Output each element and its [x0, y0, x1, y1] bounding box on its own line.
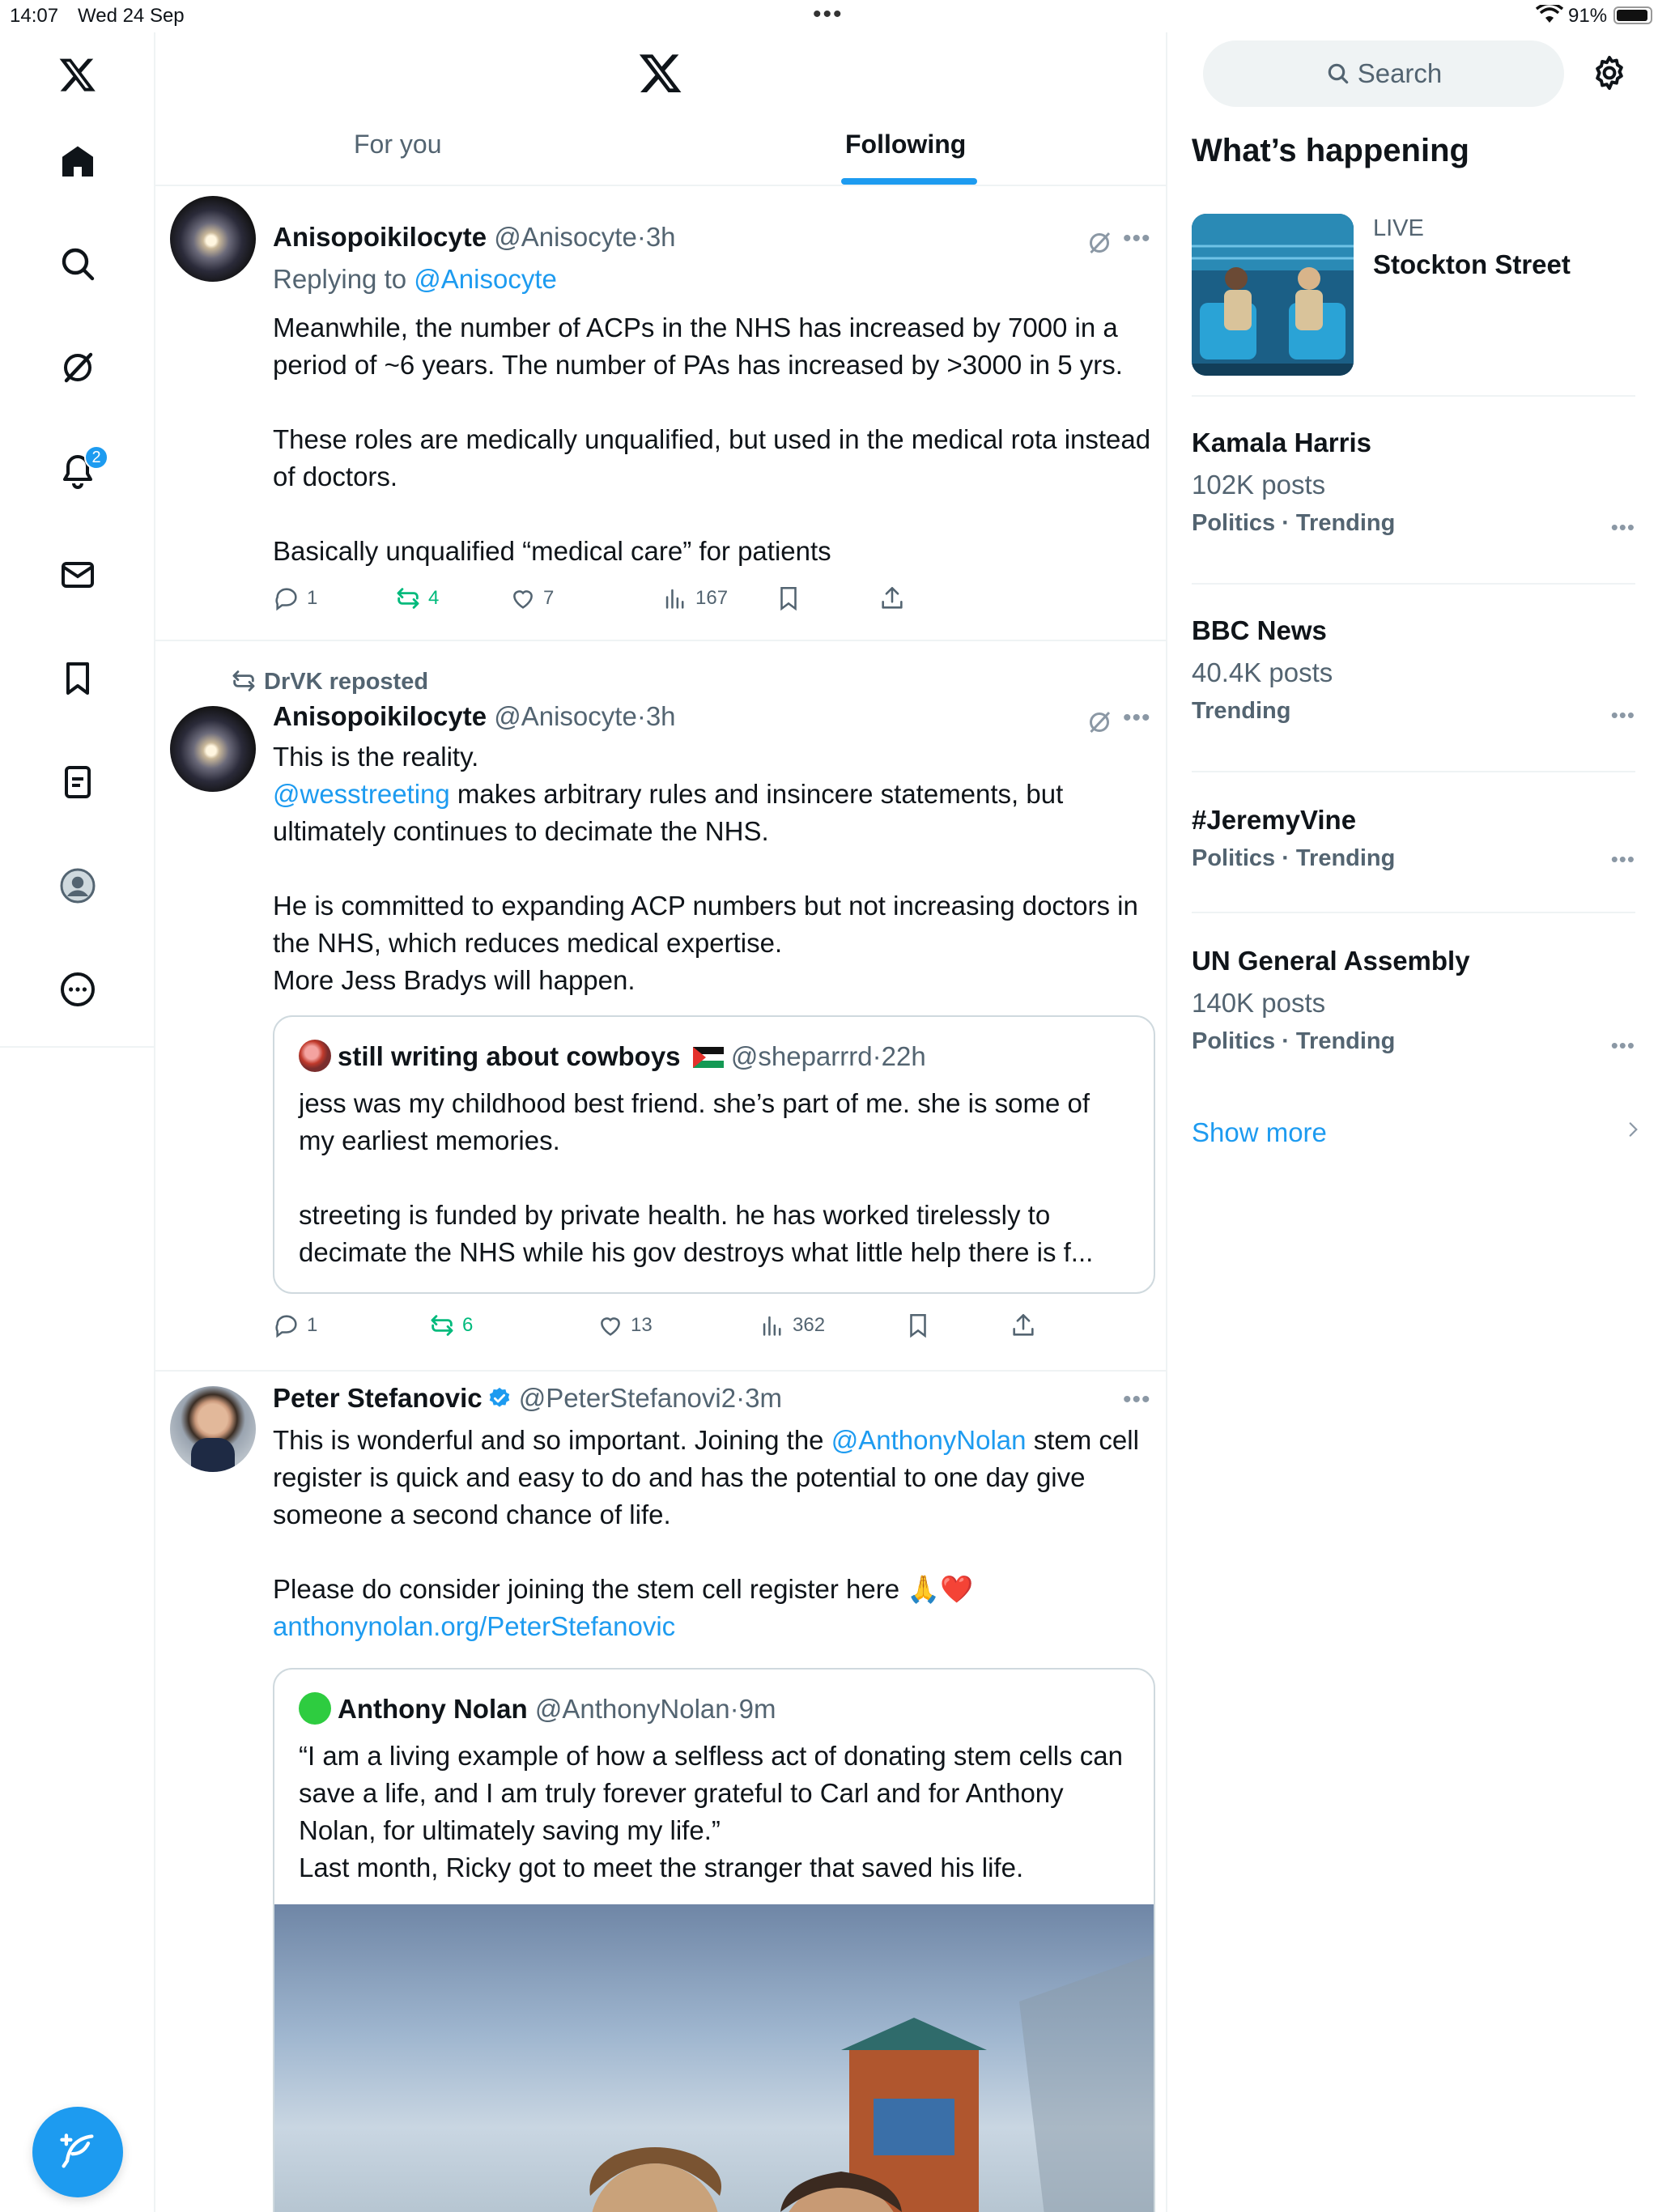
quote-avatar[interactable] — [299, 1692, 331, 1725]
mention-link[interactable]: @AnthonyNolan — [831, 1425, 1027, 1455]
share-icon — [1010, 1312, 1037, 1339]
photo-two-men — [274, 1904, 1155, 2212]
wifi-icon — [1536, 5, 1563, 24]
bookmarks-icon[interactable] — [52, 653, 104, 704]
more-options-icon[interactable] — [52, 963, 104, 1015]
notification-badge: 2 — [84, 445, 108, 470]
trend-posts: 140K posts — [1192, 988, 1326, 1018]
heart-icon — [597, 1312, 624, 1339]
notifications-bell-icon[interactable] — [52, 445, 104, 497]
author-handle[interactable]: @PeterStefanovi2 — [518, 1383, 737, 1413]
tweet-time[interactable]: 3m — [745, 1383, 782, 1413]
trend-name: Kamala Harris — [1192, 428, 1371, 457]
trend-item[interactable] — [1192, 946, 1635, 1055]
author-name[interactable]: Peter Stefanovic — [273, 1383, 483, 1413]
reply-count: 1 — [307, 1314, 318, 1336]
left-navigation — [0, 32, 155, 2212]
tweet-actions — [273, 1312, 1155, 1344]
tweet-paragraph: He is committed to expanding ACP numbers but not increasing doctors in the NHS, which reduces medical expertise. — [273, 891, 1138, 958]
trend-category: Trending — [1192, 698, 1291, 724]
more-options-icon[interactable]: ••• — [1610, 847, 1635, 871]
author-handle[interactable]: @Anisocyte — [494, 701, 637, 731]
more-options-icon[interactable]: ••• — [1610, 1033, 1635, 1057]
author-name[interactable]: Anisopoikilocyte — [273, 222, 487, 252]
more-options-icon[interactable]: ••• — [1123, 225, 1151, 252]
tweet-paragraph: Meanwhile, the number of ACPs in the NHS has increased by 7000 in a period of ~6 years. The number of PAs has increased by >3000 in 5 yrs. — [273, 313, 1123, 380]
views-chart-icon — [661, 585, 689, 612]
multitasking-dots-icon[interactable]: ••• — [813, 1, 844, 28]
reply-icon — [273, 1312, 300, 1339]
mention-link[interactable]: @wesstreeting — [273, 779, 450, 809]
battery-icon — [1613, 6, 1652, 24]
divider — [1192, 771, 1635, 772]
status-time: 14:07 — [10, 5, 59, 27]
tweet-text — [273, 738, 1155, 999]
reply-icon — [273, 585, 300, 612]
author-name[interactable]: Anisopoikilocyte — [273, 701, 487, 731]
lists-icon[interactable] — [52, 756, 104, 808]
views-button[interactable] — [759, 1312, 825, 1339]
search-placeholder: Search — [1357, 58, 1443, 88]
trend-category: Politics · Trending — [1192, 510, 1396, 536]
tweet[interactable]: Anisopoikilocyte @Anisocyte·3h ••• Replying to @Anisocyte Meanwhile, the number of ACPs in the NHS has increased by 7000 in a period of ~6 years. The number of PAs has increased by >3000 in 5 yrs. These roles are medically unqualified, but used in the medical rota instead of doctors. Basically unqualified “medical care” for patients 1 4 7 167 — [155, 188, 1167, 641]
tweet-paragraph: Please do consider joining the stem cell register here 🙏❤️ — [273, 1574, 974, 1604]
quote-avatar[interactable] — [299, 1040, 331, 1072]
quoted-tweet[interactable]: still writing about cowboys @sheparrrd·22h jess was my childhood best friend. she’s part of me. she is some of my earliest memories. streeting is funded by private health. he has worked tirelessly to decimate the NHS while his gov destroys what little help there is f... — [273, 1015, 1155, 1294]
timeline-header — [155, 32, 1167, 186]
more-options-icon[interactable]: ••• — [1123, 704, 1151, 731]
reposted-by-label[interactable] — [230, 667, 428, 696]
quote-author-handle[interactable]: @sheparrrd — [730, 1041, 873, 1071]
bookmark-button[interactable] — [775, 585, 809, 612]
replying-to-link[interactable]: @Anisocyte — [414, 264, 557, 294]
like-button[interactable] — [509, 585, 554, 612]
whats-happening-title: What’s happening — [1192, 133, 1469, 168]
heart-icon — [509, 585, 537, 612]
right-sidebar — [1169, 32, 1658, 2212]
grok-icon[interactable] — [1085, 708, 1114, 737]
verified-badge-icon — [487, 1386, 512, 1410]
more-options-icon[interactable]: ••• — [1610, 703, 1635, 727]
live-event-title[interactable]: Stockton Street — [1373, 249, 1571, 279]
messages-mail-icon[interactable] — [52, 549, 104, 601]
tweet-text — [273, 309, 1155, 570]
quote-time[interactable]: 9m — [738, 1694, 776, 1724]
share-button[interactable] — [1010, 1312, 1044, 1339]
trend-posts: 40.4K posts — [1192, 657, 1333, 687]
live-event-image[interactable] — [1192, 214, 1354, 376]
trend-item[interactable] — [1192, 428, 1635, 537]
views-button[interactable] — [661, 585, 728, 612]
show-more-link[interactable]: Show more — [1192, 1117, 1327, 1147]
nav-divider — [0, 1046, 155, 1048]
share-icon — [878, 585, 906, 612]
avatar[interactable] — [170, 706, 256, 792]
author-handle[interactable]: @Anisocyte — [494, 222, 637, 252]
tweet-paragraph: This is wonderful and so important. Joining the — [273, 1425, 831, 1455]
like-count: 7 — [543, 587, 555, 609]
quoted-tweet[interactable]: Anthony Nolan @AnthonyNolan·9m “I am a living example of how a selfless act of donating stem cells can save a life, and I am truly forever grateful to Carl and for Anthony Nolan, for ultimately saving my life.” Last month, Ricky got to meet the stranger that saved his life. — [273, 1668, 1155, 2212]
tweet-time[interactable]: 3h — [645, 701, 676, 731]
trend-item[interactable] — [1192, 805, 1635, 872]
trend-posts: 102K posts — [1192, 470, 1326, 500]
tweet-text — [273, 1422, 1155, 1645]
status-bar — [0, 0, 1658, 32]
view-count: 362 — [793, 1314, 826, 1336]
repost-count: 6 — [462, 1314, 474, 1336]
repost-icon — [230, 667, 257, 695]
tweet-paragraph: Basically unqualified “medical care” for patients — [273, 536, 831, 566]
tweet-time[interactable]: 3h — [645, 222, 676, 252]
battery-percent: 91% — [1568, 5, 1608, 27]
tweet-paragraph: These roles are medically unqualified, but used in the medical rota instead of doctors. — [273, 424, 1151, 491]
trend-name: BBC News — [1192, 615, 1327, 645]
quote-paragraph: Last month, Ricky got to meet the stranger that saved his life. — [299, 1853, 1024, 1882]
grok-icon[interactable] — [1085, 228, 1114, 257]
divider — [1192, 395, 1635, 397]
view-count: 167 — [695, 587, 729, 609]
live-event-thumbnail — [1192, 214, 1354, 376]
quote-paragraph: streeting is funded by private health. he has worked tirelessly to decimate the NHS while his gov destroys what little help there is f... — [299, 1200, 1094, 1267]
chevron-right-icon[interactable] — [1622, 1119, 1643, 1140]
quote-text — [299, 1738, 1133, 1887]
home-icon[interactable] — [52, 136, 104, 188]
quote-author-name[interactable]: Anthony Nolan — [338, 1694, 528, 1724]
replying-label: Replying to — [273, 264, 407, 294]
profile-avatar-icon[interactable] — [52, 860, 104, 912]
quote-time[interactable]: 22h — [881, 1041, 926, 1071]
views-chart-icon — [759, 1312, 786, 1339]
avatar[interactable] — [170, 1386, 256, 1472]
divider — [1192, 912, 1635, 913]
repost-button[interactable] — [428, 1312, 473, 1339]
trend-category: Politics · Trending — [1192, 1028, 1396, 1054]
palestine-flag-icon — [693, 1047, 724, 1068]
quote-author-handle[interactable]: @AnthonyNolan — [534, 1694, 730, 1724]
active-tab-indicator — [841, 178, 977, 185]
repost-icon — [428, 1312, 456, 1339]
repost-button[interactable] — [394, 585, 439, 612]
tweet[interactable]: DrVK reposted Anisopoikilocyte @Anisocyte·3h ••• This is the reality. @wesstreeting makes arbitrary rules and insincere statements, but ultimately continues to decimate the NHS. He is committed to expanding ACP numbers but not increasing doctors in the NHS, which reduces medical expertise. More Jess Bradys will happen. still writing about cowboys @sheparrrd·22h jess was my childhood best friend. she’s part of me. she is some of my earliest memories. streeting is funded by private health. he has worked tirelessly to decimate the NHS while his gov destroys what little help there is f... 1 6 13 362 — [155, 643, 1167, 1372]
tweet-actions — [273, 585, 1155, 617]
search-input[interactable] — [1203, 40, 1564, 107]
like-button[interactable] — [597, 1312, 653, 1339]
repost-count: 4 — [428, 587, 440, 609]
reply-button[interactable] — [273, 585, 317, 612]
bookmark-icon — [775, 585, 802, 612]
tweet-paragraph: This is the reality. — [273, 742, 479, 772]
main-timeline — [155, 32, 1167, 2212]
tab-following[interactable]: Following — [845, 130, 967, 159]
trend-name: #JeremyVine — [1192, 805, 1357, 835]
trend-category: Politics · Trending — [1192, 845, 1396, 871]
external-link[interactable]: anthonynolan.org/PeterStefanovic — [273, 1611, 676, 1641]
x-logo-icon[interactable] — [52, 49, 104, 100]
trend-name: UN General Assembly — [1192, 946, 1470, 976]
compose-post-button[interactable] — [32, 2107, 123, 2197]
reply-button[interactable] — [273, 1312, 317, 1339]
search-icon[interactable] — [52, 238, 104, 290]
avatar[interactable] — [170, 196, 256, 282]
repost-icon — [394, 585, 422, 612]
quote-text — [299, 1085, 1133, 1271]
settings-gear-icon[interactable] — [1590, 53, 1629, 92]
trend-item[interactable] — [1192, 615, 1635, 725]
live-label: LIVE — [1373, 215, 1424, 241]
more-options-icon[interactable]: ••• — [1610, 515, 1635, 539]
share-button[interactable] — [878, 585, 912, 612]
divider — [1192, 583, 1635, 585]
quote-author-name[interactable]: still writing about cowboys — [338, 1041, 681, 1071]
status-date: Wed 24 Sep — [78, 5, 185, 27]
bookmark-icon — [904, 1312, 932, 1339]
reply-count: 1 — [307, 587, 318, 609]
bookmark-button[interactable] — [904, 1312, 938, 1339]
reposted-by-text: DrVK reposted — [264, 669, 429, 695]
tweet[interactable]: Peter Stefanovic @PeterStefanovi2·3m ••• This is wonderful and so important. Joining the @AnthonyNolan stem cell register is quick and easy to do and has the potential to one day give someone a second chance of life. Please do consider joining the stem cell register here 🙏❤️ anthonynolan.org/PeterStefanovic Anthony Nolan @AnthonyNolan·9m “I am a living example of how a selfless act of donating stem cells can save a life, and I am truly forever grateful to Carl and for Anthony Nolan, for ultimately saving my life.” Last month, Ricky got to meet the stranger that saved his life. — [155, 1373, 1167, 2212]
grok-icon[interactable] — [52, 342, 104, 393]
search-icon — [1325, 61, 1351, 87]
quote-paragraph: jess was my childhood best friend. she’s part of me. she is some of my earliest memories. — [299, 1088, 1090, 1155]
more-options-icon[interactable]: ••• — [1123, 1386, 1151, 1413]
quote-paragraph: “I am a living example of how a selfless act of donating stem cells can save a life, and I am truly forever grateful to Carl and for Anthony Nolan, for ultimately saving my life.” — [299, 1741, 1123, 1845]
quote-photo[interactable] — [274, 1904, 1155, 2212]
x-logo-icon[interactable] — [638, 50, 683, 96]
tweet-paragraph: stem cell register is quick and easy to do and has the potential to one day give someone a second chance of life. — [273, 1425, 1139, 1529]
tab-for-you[interactable]: For you — [354, 130, 442, 159]
tweet-paragraph: makes arbitrary rules and insincere statements, but ultimately continues to decimate the NHS. — [273, 779, 1064, 846]
tweet-paragraph: More Jess Bradys will happen. — [273, 965, 636, 995]
compose-feather-icon — [57, 2131, 99, 2173]
like-count: 13 — [631, 1314, 653, 1336]
